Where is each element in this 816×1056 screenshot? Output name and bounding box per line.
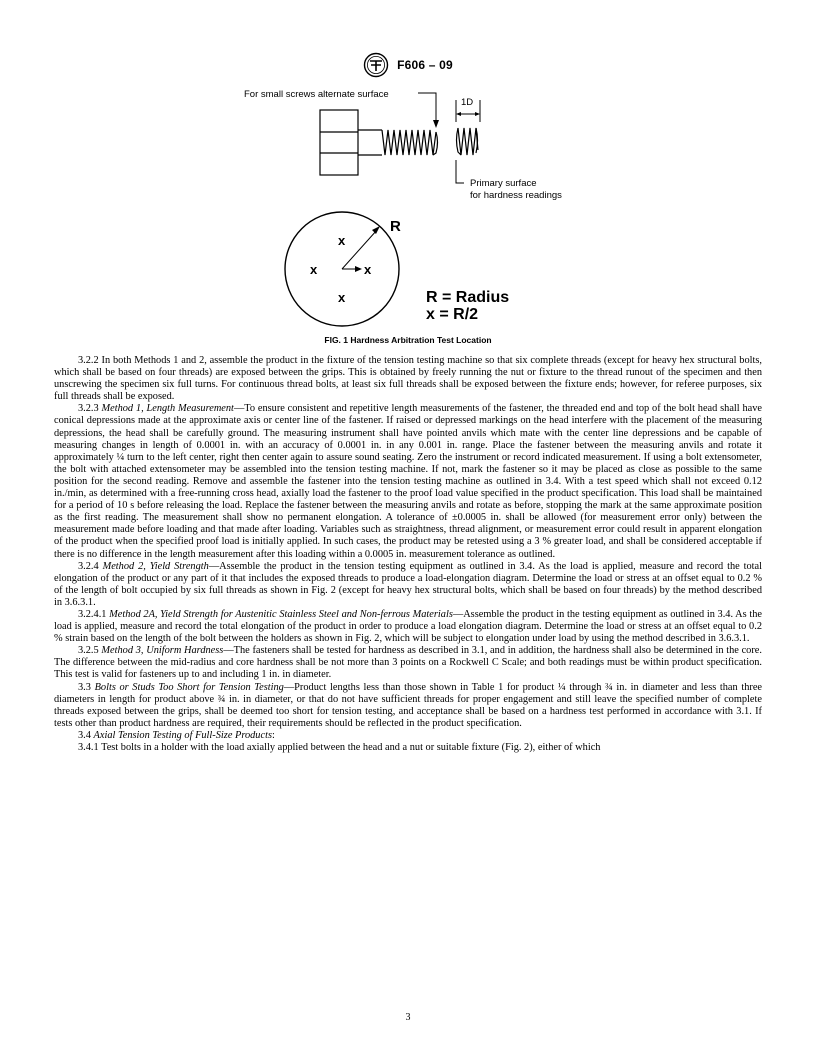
paragraph-3-2-4-1 bbox=[54, 609, 762, 645]
cross-section-diagram bbox=[285, 212, 401, 326]
paragraph-text: —To ensure consistent and repetitive length measurements of the fastener, the threaded end and top of the bolt head shall have conical depressions made at the approximate axis or center line of the fastener. If raised or depressed markings on the head interfere with the placement of the measuring depressions, the head shall be carefully ground. The measuring instrument shall have pointed anvils which mate with the center line depressions and be capable of measuring changes in length of 0.0001 in. with an accuracy of 0.0001 in. in any 0.001 in. range. Place the fastener between the measuring anvils and rotate it approximately ¼ turn to the left center, right then center again to assure sound seating. Zero the instrument or record indicated measurement. If using a bolt extensometer, the bolt with attached extensometer may be assembled into the tension testing machine. If not, mark the fastener so it may be placed as close as possible to the same position for the second reading. Remove and assemble the fastener into the tension testing machine as outlined in 3.4. With a test speed which shall not exceed 0.12 in./min, as determined with a free-running cross head, axially load the fastener to the proof load value specified in the product specification. This load shall be maintained for a period of 10 s before releasing the load. Replace the fastener between the measuring anvils and rotate as before, stopping the mark at the same approximate position as the first reading. The measurement shall show no permanent elongation. A tolerance of ±0.0005 in. shall be allowed (for measurement error only) between the measurement made before loading and that made after loading. Variables such as straightness, thread alignment, or measurement error could result in apparent elongation of the product when the specified proof load is initially applied. In such cases, the product may be retested using a 3 % greater load, and shall be considered acceptable if there is no difference in the length measurement after this loading within a 0.0005 in. measurement tolerance as outlined. bbox=[54, 403, 762, 560]
paragraph-text: Test bolts in a holder with the load axially applied between the head and a nut or suitable fixture (Fig. 2), either of which bbox=[101, 742, 601, 753]
figure-hardness-location bbox=[230, 80, 610, 330]
paragraph-3-4-1 bbox=[54, 742, 762, 754]
section-number: 3.4.1 bbox=[78, 742, 99, 753]
section-number: 3.2.2 bbox=[78, 355, 99, 366]
paragraph-text: In both Methods 1 and 2, assemble the product in the fixture of the tension testing machine so that six complete threads (except for heavy hex structural bolts, which shall be based on four threads) are exposed between the grips. This is obtained by freely running the nut or fixture to the thread runout of the specimen and then unscrewing the specimen six full turns. For continuous thread bolts, at least six full threads shall be exposed between the fixture ends; however, for referee purposes, six full threads shall be exposed. bbox=[54, 355, 762, 403]
paragraph-text: —The fasteners shall be tested for hardness as described in 3.1, and in addition, the hardness shall also be determined in the core. The difference between the mid-radius and core hardness shall be not more than 3 points on a Rockwell C Scale; and both readings must be within product specification. This test is valid for fasteners up to and including 1 in. in diameter. bbox=[54, 645, 762, 681]
section-number: 3.2.3 bbox=[78, 403, 99, 415]
paragraph-text: : bbox=[271, 729, 275, 741]
test-point-bottom: x bbox=[338, 290, 346, 305]
section-number: 3.3 bbox=[78, 681, 91, 693]
thread-slice-drawing bbox=[457, 128, 479, 155]
body-text bbox=[54, 355, 762, 754]
page-number: 3 bbox=[405, 1012, 411, 1023]
section-title: Method 1, Length Measurement bbox=[101, 403, 234, 415]
paragraph-text: —Assemble the product in the tension testing equipment as outlined in 3.4. As the load is applied, measure and record the total elongation of the product or any part of it that includes the exposed threads to produce a load-elongation diagram. Determine the load or stress at an offset equal to 0.2 % of the length of bolt occupied by six full threads as shown in Fig. 2 (except for heavy hex structural bolts, which shall be based on four threads) by the method described in 3.6.3.1. bbox=[54, 560, 763, 608]
page-header bbox=[0, 52, 816, 78]
primary-surface-label-line2: for hardness readings bbox=[470, 190, 562, 201]
paragraph-3-2-2 bbox=[54, 355, 762, 403]
primary-surface-label-line1: Primary surface bbox=[470, 178, 537, 189]
section-title: Method 2A, Yield Strength for Austenitic Stainless Steel and Non-ferrous Materials bbox=[109, 608, 453, 620]
paragraph-3-2-4 bbox=[54, 561, 762, 609]
test-point-left: x bbox=[310, 262, 318, 277]
figure-caption: FIG. 1 Hardness Arbitration Test Location bbox=[324, 335, 492, 345]
test-point-right: x bbox=[364, 262, 372, 277]
alternate-surface-label: For small screws alternate surface bbox=[244, 89, 389, 100]
paragraph-text: —Product lengths less than those shown in Table 1 for product ¼ through ¾ in. in diameter and less than three diameters in length for product above ¾ in. in diameter, or that do not have sufficient threads for proper engagement and still leave the specified number of complete threads exposed between the grips, shall be deemed too short for tension testing, and acceptance shall be based on a hardness test performed in accordance with 3.1. If tests other than product hardness are required, their requirements should be reflected in the product specification. bbox=[54, 681, 762, 729]
paragraph-3-3 bbox=[54, 682, 762, 730]
radius-r-label: R bbox=[390, 218, 401, 235]
paragraph-3-4 bbox=[54, 730, 762, 742]
paragraph-text: —Assemble the product in the testing equipment as outlined in 3.4. As the load is applied, measure and record the total elongation of the product in order to produce a load elongation diagram. Determine the load or stress at an offset equal to 0.2 % strain based on the length of the bolt between the holders as shown in Fig. 2, which will be subject to elongation under load by using the method described in 3.6.3.1. bbox=[54, 608, 762, 645]
one-d-label: 1D bbox=[461, 97, 474, 108]
section-title: Axial Tension Testing of Full-Size Products bbox=[93, 729, 272, 741]
section-number: 3.2.4.1 bbox=[78, 608, 107, 620]
section-title: Method 2, Yield Strength bbox=[102, 560, 209, 572]
astm-logo-icon bbox=[363, 52, 389, 78]
legend-radius: R = Radius bbox=[426, 289, 510, 306]
standard-designation: F606 – 09 bbox=[397, 58, 453, 72]
test-point-top: x bbox=[338, 233, 346, 248]
section-title: Method 3, Uniform Hardness bbox=[101, 645, 224, 657]
bolt-head-drawing bbox=[320, 110, 438, 175]
legend-x: x = R/2 bbox=[426, 306, 479, 323]
section-number: 3.4 bbox=[78, 729, 91, 741]
section-number: 3.2.4 bbox=[78, 560, 99, 572]
section-title: Bolts or Studs Too Short for Tension Testing bbox=[94, 681, 284, 693]
paragraph-3-2-5 bbox=[54, 645, 762, 681]
section-number: 3.2.5 bbox=[78, 645, 99, 657]
paragraph-3-2-3 bbox=[54, 403, 762, 560]
